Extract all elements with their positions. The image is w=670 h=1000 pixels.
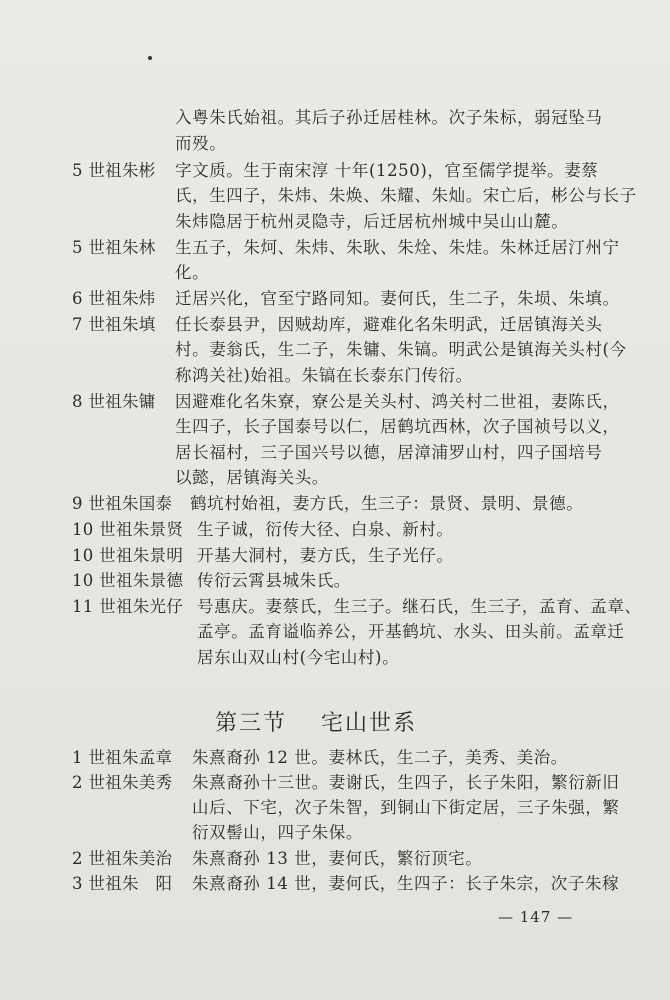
text-line: 生五子，朱炣、朱炜、朱耿、朱烇、朱烓。朱林迁居汀州宁 — [175, 238, 620, 257]
text-line: 朱熹裔孙 13 世，妻何氏，繁衍顶宅。 — [192, 849, 483, 868]
text-line: 开基大洞村，妻方氏，生子光仔。 — [197, 546, 454, 565]
entry-label: 11 世祖朱光仔 — [72, 597, 184, 616]
entry-label: 8 世祖朱镛 — [72, 392, 156, 411]
entry-label: 7 世祖朱填 — [72, 315, 156, 334]
text-line: 入粤朱氏始祖。其后子孙迁居桂林。次子朱标，弱冠坠马 — [175, 108, 603, 127]
text-line: 迁居兴化，官至宁路同知。妻何氏，生二子，朱埙、朱填。 — [175, 289, 620, 308]
text-line: 因避难化名朱寮，寮公是关头村、鸿关村二世祖，妻陈氏， — [175, 392, 620, 411]
entry-label: 10 世祖朱景贤 — [72, 520, 184, 539]
text-line: 生四子，长子国泰号以仁，居鹤坑西林，次子国祯号以义， — [175, 417, 620, 436]
entry-label: 10 世祖朱景德 — [72, 571, 184, 590]
text-line: 鹤坑村始祖，妻方氏，生三子：景贤、景明、景德。 — [190, 494, 584, 513]
text-line: 字文质。生于南宋淳 十年(1250)，官至儒学提举。妻蔡 — [175, 161, 599, 180]
text-line: 氏，生四子，朱炜、朱焕、朱耀、朱灿。宋亡后，彬公与长子 — [175, 186, 637, 205]
ink-dot — [148, 56, 152, 60]
text-line: 以懿，居镇海关头。 — [175, 468, 329, 487]
text-line: 朱熹裔孙 12 世。妻林氏，生二子，美秀、美治。 — [192, 748, 568, 767]
text-line: 朱炜隐居于杭州灵隐寺，后迁居杭州城中吴山山麓。 — [175, 212, 569, 231]
text-line: 孟亭。孟育谥临养公，开基鹤坑、水头、田头前。孟章迁 — [197, 622, 625, 641]
entry-label: 2 世祖朱美秀 — [72, 773, 173, 792]
text-line: 居东山双山村(今宅山村)。 — [197, 648, 400, 667]
entry-label: 1 世祖朱孟章 — [72, 748, 173, 767]
text-line: 居长福村，三子国兴号以德，居漳浦罗山村，四子国培号 — [175, 443, 603, 462]
text-line: 号惠庆。妻蔡氏，生三子。继石氏，生三子，孟育、孟章、 — [197, 597, 642, 616]
section-title — [215, 706, 417, 737]
text-line: 朱熹裔孙十三世。妻谢氏，生四子，长子朱阳，繁衍新旧 — [192, 773, 620, 792]
entry-label: 9 世祖朱国泰 — [72, 494, 173, 513]
entry-label: 5 世祖朱林 — [72, 238, 156, 257]
section-name: 宅山世系 — [321, 711, 418, 736]
text-line: 朱熹裔孙 14 世，妻何氏，生四子：长子朱宗，次子朱稼 — [192, 874, 620, 893]
entry-label: 5 世祖朱彬 — [72, 161, 156, 180]
text-line: 称鸿关社)始祖。朱镐在长泰东门传衍。 — [175, 366, 473, 385]
text-line: 而殁。 — [175, 134, 227, 153]
entry-label: 6 世祖朱炜 — [72, 289, 156, 308]
page-number: — 147 — — [498, 908, 574, 926]
text-line: 山后、下宅，次子朱智，到铜山下街定居，三子朱强，繁 — [192, 798, 620, 817]
text-line: 村。妻翁氏，生二子，朱镛、朱镐。明武公是镇海关头村(今 — [175, 340, 627, 359]
entry-label: 3 世祖朱 阳 — [72, 874, 173, 893]
text-line: 任长泰县尹，因贼劫库，避难化名朱明武，迁居镇海关头 — [175, 315, 603, 334]
entry-label: 2 世祖朱美治 — [72, 849, 173, 868]
text-line: 传衍云霄县城朱氏。 — [197, 571, 351, 590]
entry-label: 10 世祖朱景明 — [72, 546, 184, 565]
text-line: 生子诚，衍传大径、白泉、新村。 — [197, 520, 454, 539]
text-line: 化。 — [175, 263, 210, 282]
section-number: 第三节 — [215, 711, 288, 736]
text-line: 衍双髻山，四子朱保。 — [192, 823, 363, 842]
